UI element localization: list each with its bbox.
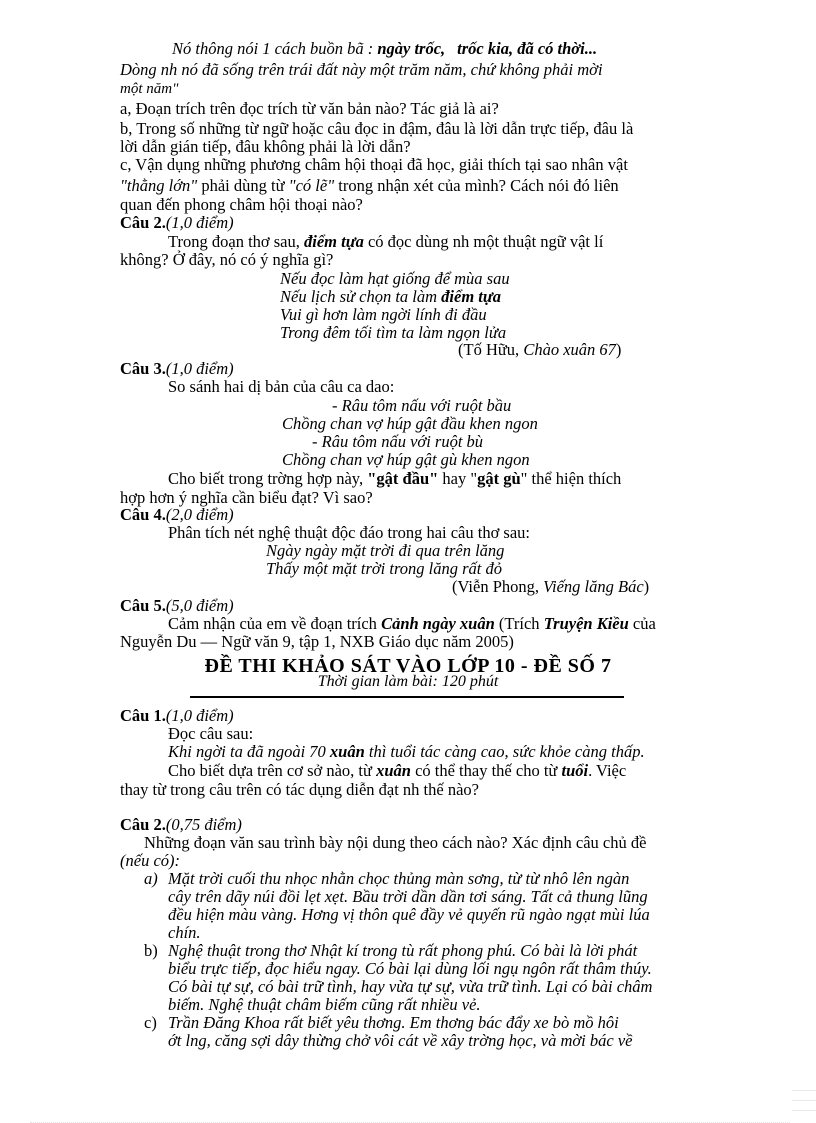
work-title: Cảnh ngày xuân — [381, 614, 495, 633]
question-label: Câu 5. — [120, 596, 166, 615]
question-score: (1,0 điểm) — [165, 359, 234, 378]
exam-cau-2-heading — [120, 816, 242, 834]
item-c-line-2: ớt lng, căng sợi dây thừng chở vôi cát về xây trờng học, và mời bác về — [168, 1031, 633, 1050]
question-text: của — [628, 614, 656, 633]
key-term: điểm tựa — [441, 287, 501, 306]
question-text: (Trích — [494, 614, 544, 633]
question-score: (5,0 điểm) — [165, 596, 234, 615]
source-title: Viếng lăng Bác — [543, 577, 644, 596]
exam-cau-2-line-2: (nếu có): — [120, 851, 181, 870]
question-text: trong nhận xét của mình? Cách nói đó liên — [334, 176, 619, 195]
passage-bold-text: trốc — [457, 39, 484, 58]
cau-5-heading — [120, 597, 234, 615]
cau-3-heading — [120, 360, 234, 378]
cau-2-heading — [120, 214, 234, 232]
item-a-line-1: Mặt trời cuối thu nhọc nhằn chọc thủng màn sơng, từ từ nhô lên ngàn — [168, 869, 630, 888]
key-term: điểm tựa — [304, 232, 364, 251]
item-b-marker: b) — [144, 941, 158, 960]
ca-dao-line-2: Chồng chan vợ húp gật đầu khen ngon — [282, 414, 538, 433]
quoted-term: "thằng lớn" — [120, 176, 198, 195]
source-paren: ) — [615, 340, 622, 359]
exam-cau-1-line-4: thay từ trong câu trên có tác dụng diễn đạt nh thế nào? — [120, 780, 479, 799]
question-label: Câu 3. — [120, 359, 166, 378]
key-term: xuân — [376, 761, 411, 780]
cau-3-question-line-1 — [168, 470, 621, 488]
question-b-line-2: lời dẫn gián tiếp, đâu không phải là lời dẫn? — [120, 137, 411, 156]
question-a: a, Đoạn trích trên đọc trích từ văn bản nào? Tác giả là ai? — [120, 99, 499, 118]
question-label: Câu 1. — [120, 706, 166, 725]
exam-cau-1-line-3 — [168, 762, 626, 780]
exam-time: Thời gian làm bài: 120 phút — [317, 673, 499, 690]
key-term: xuân — [329, 742, 365, 761]
item-a-line-3: đều hiện màu vàng. Hơng vị thôn quê đầy vẻ quyến rũ ngào ngạt mùi lúa — [168, 905, 650, 924]
passage-line-3: một năm" — [120, 81, 179, 97]
poem-line-2 — [280, 288, 501, 306]
cau-5-line-2: Nguyễn Du — Ngữ văn 9, tập 1, NXB Giáo dục năm 2005) — [120, 632, 514, 651]
question-label: Câu 4. — [120, 505, 166, 524]
question-score: (2,0 điểm) — [165, 505, 234, 524]
key-term: gật gù — [477, 469, 521, 488]
source-author: (Tố Hữu, — [458, 340, 524, 359]
poem2-source — [452, 578, 649, 596]
exam-title: ĐỀ THI KHẢO SÁT VÀO LỚP 10 - ĐỀ SỐ 7 — [204, 655, 612, 677]
item-b-line-3: Có bài tự sự, có bài trữ tình, hay vừa tự sự, vừa trữ tình. Lại có bài châm — [168, 977, 653, 996]
quoted-term: "có lẽ" — [288, 176, 335, 195]
edge-mark — [792, 1110, 816, 1111]
question-text: Cho biết trong trờng hợp này, — [168, 469, 368, 488]
exam-cau-1-line-2 — [168, 743, 645, 761]
passage-text: nói 1 cách buồn bã : — [232, 39, 378, 58]
question-score: (0,75 điểm) — [165, 815, 242, 834]
question-b-line-1: b, Trong số những từ ngữ hoặc câu đọc in đậm, đâu là lời dẫn trực tiếp, đâu là — [120, 119, 634, 138]
quoted-sentence: thì tuổi tác càng cao, sức khỏe càng thấp. — [364, 742, 645, 761]
edge-mark — [792, 1100, 816, 1101]
key-term: tuổi — [561, 761, 589, 780]
question-score: (1,0 điểm) — [165, 213, 234, 232]
work-title: Truyện Kiều — [543, 614, 629, 633]
question-text: có thể thay thế cho từ — [410, 761, 562, 780]
question-c-line-3: quan đến phong châm hội thoại nào? — [120, 195, 363, 214]
quoted-sentence: Khi ngời ta đã ngoài 70 — [168, 742, 330, 761]
question-label: Câu 2. — [120, 213, 166, 232]
item-a-line-2: cây trên dãy núi đồi lẹt xẹt. Bầu trời dần dần tơi sáng. Tất cả thung lũng — [168, 887, 648, 906]
passage-bold-text: kia, đã có thời... — [483, 39, 598, 58]
cau-4-heading — [120, 506, 234, 524]
item-b-line-2: biểu trực tiếp, đọc hiểu ngay. Có bài lại dùng lối ngụ ngôn rất thâm thúy. — [168, 959, 652, 978]
ca-dao-line-4: Chồng chan vợ húp gật gù khen ngon — [282, 450, 530, 469]
question-text: hay " — [438, 469, 478, 488]
key-term: "gật đầu" — [367, 469, 439, 488]
question-text: phải dùng từ — [197, 176, 289, 195]
question-text: Trong đoạn thơ sau, — [168, 232, 304, 251]
source-author: (Viễn Phong, — [452, 577, 544, 596]
passage-bold-text: ngày trốc, — [377, 39, 446, 58]
poem2-line-1: Ngày ngày mặt trời đi qua trên lăng — [266, 541, 505, 560]
poem-line-4: Trong đêm tối tìm ta làm ngọn lửa — [280, 323, 507, 342]
item-b-line-1: Nghệ thuật trong thơ Nhật kí trong tù rất phong phú. Có bài là lời phát — [168, 941, 638, 960]
cau-5-line-1 — [168, 615, 656, 633]
question-text: Cảm nhận của em về đoạn trích — [168, 614, 382, 633]
question-c-line-2 — [120, 177, 619, 195]
question-text: . Việc — [588, 761, 627, 780]
source-title: Chào xuân 67 — [523, 340, 616, 359]
edge-mark — [792, 1090, 816, 1091]
question-text: có đọc dùng nh một thuật ngữ vật lí — [363, 232, 604, 251]
item-a-marker: a) — [144, 869, 158, 888]
item-c-line-1: Trần Đăng Khoa rất biết yêu thơng. Em thơng bác đẩy xe bò mồ hôi — [168, 1013, 619, 1032]
question-text: " thể hiện thích — [520, 469, 622, 488]
passage-text: Nó thông — [172, 39, 233, 58]
title-divider — [190, 696, 624, 698]
cau-3-line-1: So sánh hai dị bản của câu ca dao: — [168, 377, 395, 396]
source-paren: ) — [643, 577, 650, 596]
poem2-line-2: Thấy một mặt trời trong lăng rất đỏ — [266, 559, 503, 578]
cau-2-line-2: không? Ở đây, nó có ý nghĩa gì? — [120, 250, 334, 269]
cau-2-line-1 — [168, 233, 603, 251]
question-text: Cho biết dựa trên cơ sở nào, từ — [168, 761, 377, 780]
question-score: (1,0 điểm) — [165, 706, 234, 725]
ca-dao-line-3: - Râu tôm nấu với ruột bù — [312, 432, 484, 451]
item-c-marker: c) — [144, 1013, 157, 1032]
ca-dao-line-1: - Râu tôm nấu với ruột bầu — [332, 396, 512, 415]
passage-line-1 — [172, 40, 597, 58]
passage-line-2: Dòng nh nó đã sống trên trái đất này một trăm năm, chứ không phải mời — [120, 60, 603, 79]
exam-cau-2-line-1: Những đoạn văn sau trình bày nội dung theo cách nào? Xác định câu chủ đề — [144, 833, 647, 852]
question-label: Câu 2. — [120, 815, 166, 834]
poem-source — [458, 341, 621, 359]
poem-line-3: Vui gì hơn làm ngời lính đi đầu — [280, 305, 487, 324]
exam-cau-1-line-1: Đọc câu sau: — [168, 724, 254, 743]
item-a-line-4: chín. — [168, 923, 201, 942]
item-b-line-4: biếm. Nghệ thuật châm biếm cũng rất nhiều vẻ. — [168, 995, 481, 1014]
exam-cau-1-heading — [120, 707, 234, 725]
question-c-line-1: c, Vận dụng những phương châm hội thoại đã học, giải thích tại sao nhân vật — [120, 155, 628, 174]
poem-line-1: Nếu đọc làm hạt giống để mùa sau — [280, 269, 510, 288]
cau-4-line-1: Phân tích nét nghệ thuật độc đáo trong hai câu thơ sau: — [168, 523, 531, 542]
cau-3-question-line-2: hợp hơn ý nghĩa cần biểu đạt? Vì sao? — [120, 488, 373, 507]
poem-text: Nếu lịch sử chọn ta làm — [280, 287, 442, 306]
